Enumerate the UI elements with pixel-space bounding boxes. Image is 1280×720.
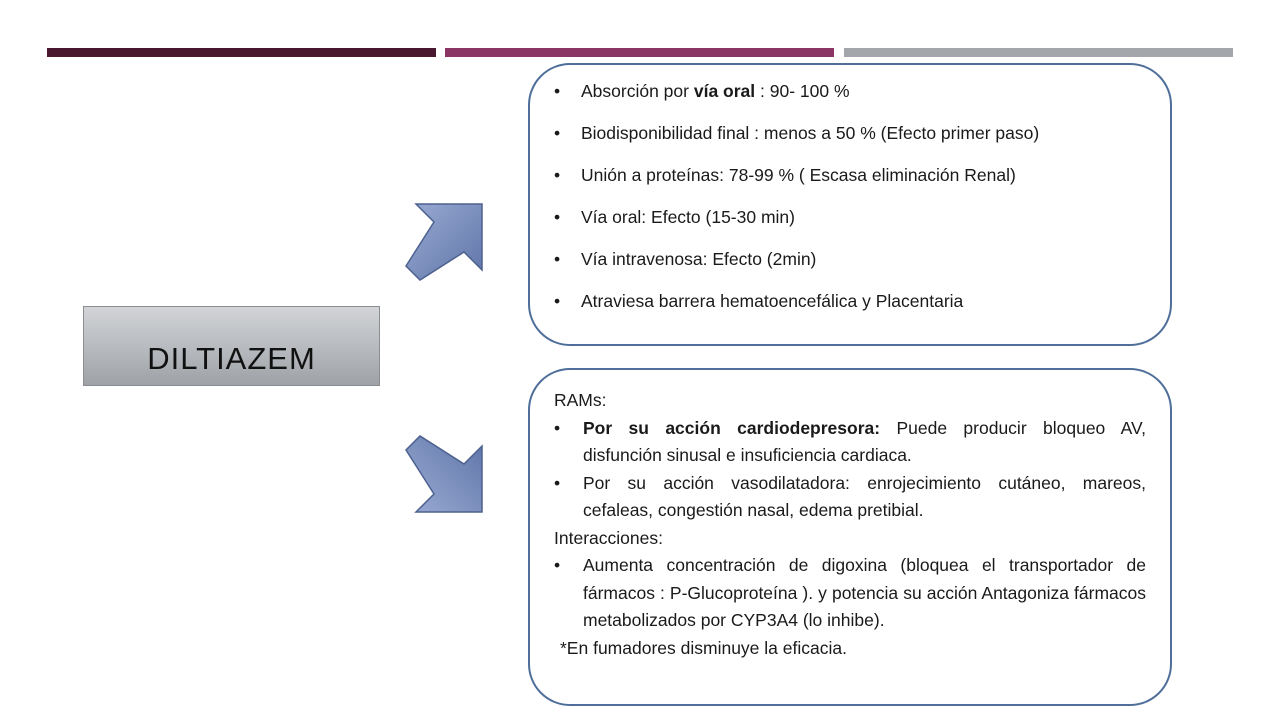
pharmacokinetics-panel — [528, 63, 1172, 346]
header-bar-dark — [47, 48, 436, 57]
arrow-up-right-icon — [404, 202, 484, 282]
list-item: • Aumenta concentración de digoxina (bloquea el transportador de fármacos : P-Glucoproteína ). y potencia su acción Antagoniza fármacos metabolizados por CYP3A4 (lo inhibe). — [554, 552, 1146, 635]
smokers-note: *En fumadores disminuye la eficacia. — [560, 637, 847, 658]
adverse-effects-content — [554, 387, 1146, 662]
list-item: • Vía oral: Efecto (15-30 min) — [554, 203, 1150, 245]
pharmacokinetics-list — [554, 77, 1150, 329]
list-item: • Por su acción cardiodepresora: Puede producir bloqueo AV, disfunción sinusal e insuficiencia cardiaca. — [554, 415, 1146, 470]
header-bar-gray — [844, 48, 1233, 57]
adverse-effects-panel — [528, 368, 1172, 706]
interactions-heading: Interacciones: — [554, 527, 663, 548]
header-bar-magenta — [445, 48, 834, 57]
list-item: • Unión a proteínas: 78-99 % ( Escasa eliminación Renal) — [554, 161, 1150, 203]
rams-heading: RAMs: — [554, 390, 607, 410]
list-item: • Por su acción vasodilatadora: enrojecimiento cutáneo, mareos, cefaleas, congestión nasal, edema pretibial. — [554, 470, 1146, 525]
list-item: • Biodisponibilidad final : menos a 50 % (Efecto primer paso) — [554, 119, 1150, 161]
title-box — [83, 306, 380, 386]
list-item: • Vía intravenosa: Efecto (2min) — [554, 245, 1150, 287]
list-item: • Absorción por vía oral : 90- 100 % — [554, 77, 1150, 119]
slide-title: DILTIAZEM — [147, 341, 316, 376]
list-item: • Atraviesa barrera hematoencefálica y Placentaria — [554, 287, 1150, 329]
arrow-down-right-icon — [404, 434, 484, 514]
